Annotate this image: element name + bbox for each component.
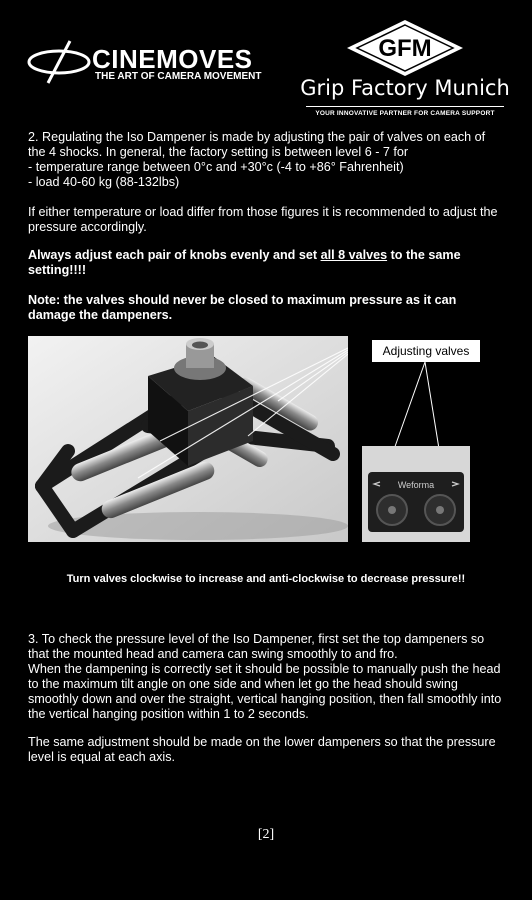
instruction-text-start: Always adjust each pair of knobs evenly and set [28,248,321,262]
gfm-name: Grip Factory Munich [300,76,510,100]
section3-text [28,632,506,722]
section2-note: Note: the valves should never be closed to maximum pressure as it can damage the dampeners. [28,293,457,322]
gfm-tagline: YOUR INNOVATIVE PARTNER FOR CAMERA SUPPORT [315,110,495,117]
section3-paragraph-3: The same adjustment should be made on the lower dampeners so that the pressure level is equal at each axis. [28,735,496,764]
adjusting-valves-callout: Adjusting valves [372,340,480,362]
section3-paragraph-1: 3. To check the pressure level of the Iso Dampener, first set the top dampeners so that the mounted head and camera can swing smoothly to and fro. [28,632,485,661]
cinemoves-wordmark: CINEMOVES [92,44,253,74]
section3-paragraph-2: When the dampening is correctly set it should be possible to manually push the head to the maximum tilt angle on one side and when let go the head should swing smoothly down and over the straight, vertical hanging position, then fall smoothly into the vertical hanging position within 1 to 2 seconds. [28,662,502,721]
gfm-monogram: GFM [378,35,432,62]
section2-bullet-load: - load 40-60 kg (88-132lbs) [28,175,180,189]
inset-brand-label: Weforma [397,480,435,490]
section2-recommendation: If either temperature or load differ from those figures it is recommended to adjust the pressure accordingly. [28,205,498,234]
figure-caption: Turn valves clockwise to increase and anti-clockwise to decrease pressure!! [66,573,466,585]
valve-closeup-photo [362,446,470,542]
cinemoves-tagline: THE ART OF CAMERA MOVEMENT [95,71,262,82]
instruction-text-end: to the same setting!!!! [28,248,461,277]
instruction-underlined: all 8 valves [320,248,388,262]
page-number: [2] [257,827,275,842]
section2-intro: 2. Regulating the Iso Dampener is made by adjusting the pair of valves on each of the 4 shocks. In general, the factory setting is between level 6 - 7 for [28,130,486,159]
section2-bullet-temperature: - temperature range between 0°c and +30°c (-4 to +86° Fahrenheit) [28,160,404,174]
